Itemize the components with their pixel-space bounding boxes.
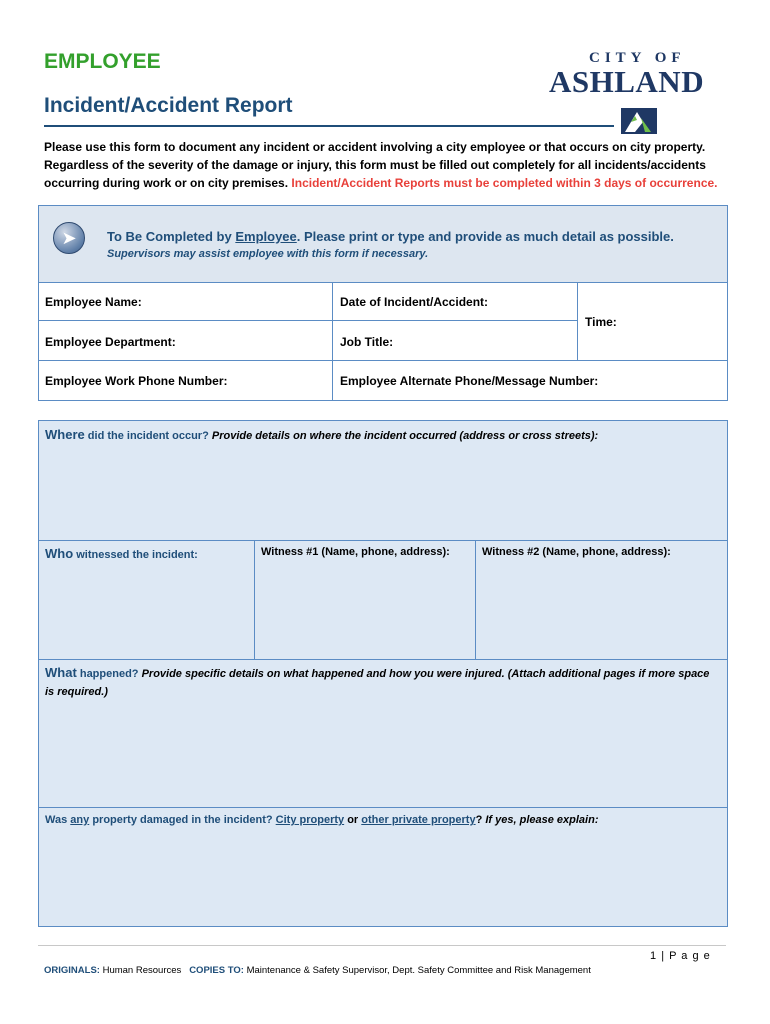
section-heading bbox=[107, 229, 674, 244]
employee-section-header bbox=[39, 206, 727, 283]
page-number bbox=[650, 950, 711, 962]
grid-line bbox=[39, 320, 577, 321]
distribution-footer bbox=[44, 965, 591, 976]
deadline-notice: Incident/Accident Reports must be completed within 3 days of occurrence. bbox=[291, 176, 718, 190]
page-number-value: 1 bbox=[650, 950, 658, 962]
where-instructions: Provide details on where the incident occurred (address or cross streets): bbox=[211, 430, 599, 442]
logo-name-text: ASHLAND bbox=[549, 64, 705, 99]
what-question[interactable] bbox=[45, 664, 721, 701]
intro-paragraph bbox=[44, 138, 734, 192]
witness-2-label: Witness #2 (Name, phone, address): bbox=[482, 546, 671, 558]
heading-prefix: To Be Completed by bbox=[107, 229, 232, 244]
originals-value: Human Resources bbox=[102, 965, 182, 976]
employee-section bbox=[38, 205, 728, 401]
who-question[interactable] bbox=[45, 546, 198, 561]
grid-line bbox=[577, 283, 578, 360]
property-any: any bbox=[70, 814, 90, 826]
property-city: City property bbox=[275, 814, 345, 826]
arrow-right-icon: ➤ bbox=[53, 222, 85, 254]
what-instructions: Provide specific details on what happened and how you were injured. (Attach additional pages if more space is required.) bbox=[45, 668, 710, 698]
property-question[interactable] bbox=[45, 814, 721, 826]
heading-suffix: . Please print or type and provide as much detail as possible. bbox=[296, 229, 674, 244]
where-rest: did the incident occur? bbox=[87, 430, 209, 442]
property-was: Was bbox=[45, 814, 68, 826]
copies-label: COPIES TO: bbox=[189, 965, 244, 976]
title-divider bbox=[44, 125, 614, 127]
title-employee: EMPLOYEE bbox=[44, 50, 161, 73]
where-question[interactable] bbox=[45, 427, 715, 442]
employee-name-field[interactable]: Employee Name: bbox=[45, 295, 142, 309]
incident-details-section bbox=[38, 420, 728, 927]
city-logo bbox=[545, 48, 735, 136]
property-or: or bbox=[347, 814, 359, 826]
who-word: Who bbox=[45, 546, 74, 561]
intro-text: Please use this form to document any incident or accident involving a city employee or that occurs on city property. Regardless of the severity of the damage or injury, this form must be filled out completely for all incidents/accidents occurring during work or on city premises. bbox=[44, 140, 706, 190]
logo-city-text: CITY OF bbox=[589, 50, 686, 66]
grid-line bbox=[39, 360, 727, 361]
what-rest: happened? bbox=[79, 668, 139, 680]
property-other: other private property bbox=[361, 814, 476, 826]
originals-label: ORIGINALS: bbox=[44, 965, 100, 976]
page-label: | P a g e bbox=[661, 950, 711, 962]
what-word: What bbox=[45, 665, 77, 680]
incident-time-field[interactable]: Time: bbox=[585, 315, 617, 329]
copies-value: Maintenance & Safety Supervisor, Dept. Safety Committee and Risk Management bbox=[246, 965, 591, 976]
property-q: ? bbox=[475, 814, 483, 826]
grid-line bbox=[39, 807, 727, 808]
grid-line bbox=[254, 540, 255, 659]
work-phone-field[interactable]: Employee Work Phone Number: bbox=[45, 374, 228, 388]
heading-employee: Employee bbox=[235, 229, 297, 244]
grid-line bbox=[39, 659, 727, 660]
witness-2-field[interactable] bbox=[482, 546, 671, 558]
section-subheading: Supervisors may assist employee with this form if necessary. bbox=[107, 248, 429, 260]
incident-date-field[interactable]: Date of Incident/Accident: bbox=[340, 295, 489, 309]
logo-mark-icon bbox=[621, 108, 657, 134]
alt-phone-field[interactable]: Employee Alternate Phone/Message Number: bbox=[340, 374, 599, 388]
witness-1-label: Witness #1 (Name, phone, address): bbox=[261, 546, 450, 558]
property-instructions: If yes, please explain: bbox=[485, 814, 599, 826]
employee-department-field[interactable]: Employee Department: bbox=[45, 335, 176, 349]
property-mid: property damaged in the incident? bbox=[92, 814, 273, 826]
witness-1-field[interactable] bbox=[261, 546, 450, 558]
footer-divider bbox=[38, 945, 726, 946]
grid-line bbox=[39, 540, 727, 541]
job-title-field[interactable]: Job Title: bbox=[340, 335, 394, 349]
where-word: Where bbox=[45, 427, 85, 442]
grid-line bbox=[475, 540, 476, 659]
who-rest: witnessed the incident: bbox=[76, 549, 198, 561]
page-title: Incident/Accident Report bbox=[44, 94, 293, 117]
grid-line bbox=[332, 283, 333, 400]
